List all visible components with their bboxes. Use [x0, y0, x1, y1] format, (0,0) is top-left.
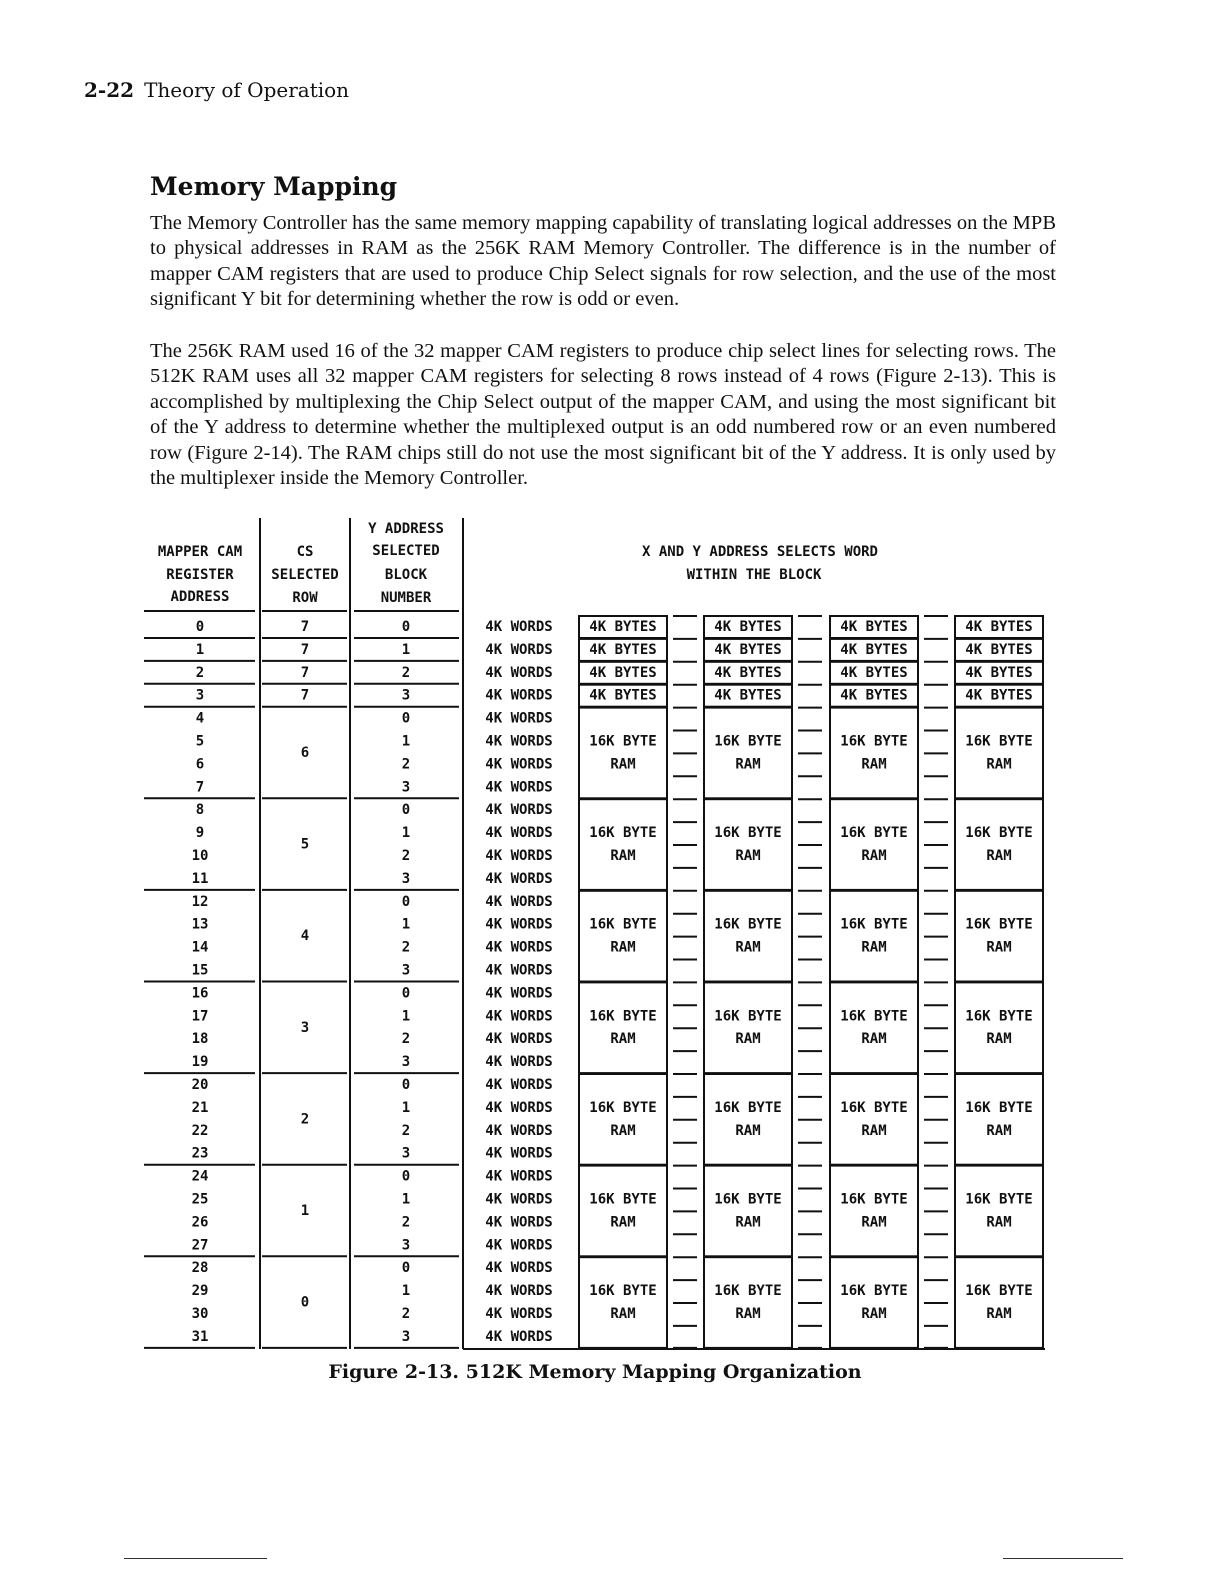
header-mapper-line1: MAPPER CAM — [157, 544, 243, 560]
ram-block-2-3 — [955, 891, 1043, 982]
ram-block-2-0 — [579, 891, 667, 982]
register-9: 9 — [195, 825, 205, 842]
ram-block-label-1-1: 16K BYTE — [714, 825, 782, 842]
ram-block-label-5-1: 16K BYTE — [714, 1191, 782, 1208]
ram-block-sub-3-3: RAM — [986, 1031, 1012, 1048]
ram-block-6-2 — [830, 1257, 918, 1348]
words-6: 4K WORDS — [485, 756, 553, 773]
ram-block-3-3 — [955, 982, 1043, 1073]
small-block-label-2-2: 4K BYTES — [840, 664, 908, 681]
cs-group-0: 0 — [300, 1294, 310, 1311]
ram-block-label-4-3: 16K BYTE — [965, 1099, 1033, 1116]
ram-block-label-5-0: 16K BYTE — [589, 1191, 657, 1208]
cs-row-0: 7 — [300, 619, 310, 635]
ram-block-sub-6-0: RAM — [610, 1306, 636, 1322]
block-4: 0 — [401, 710, 411, 727]
ram-block-label-2-3: 16K BYTE — [965, 916, 1033, 933]
header-xy-line2: WITHIN THE BLOCK — [686, 567, 822, 583]
register-21: 21 — [191, 1099, 209, 1116]
block-26: 2 — [401, 1214, 411, 1231]
block-row-0: 0 — [401, 619, 411, 635]
small-block-label-1-2: 4K BYTES — [840, 641, 908, 658]
paragraph-2: The 256K RAM used 16 of the 32 mapper CAM registers to produce chip select lines for selecting rows. The 512K RAM uses all 32 mapper CAM registers for selecting 8 rows instead of 4 rows (Figure 2-13). This is accomplished by multiplexing the Chip Select output of the mapper CAM, and using the most significant bit of the Y address to determine whether the multiplexed output is an odd numbered row or an even numbered row (Figure 2-14). The RAM chips still do not use the most significant bit of the Y address. It is only used by the multiplexer inside the Memory Controller. — [150, 340, 1056, 490]
words-18: 4K WORDS — [485, 1031, 553, 1048]
header-cs-line1: CS — [296, 544, 314, 560]
block-7: 3 — [401, 779, 411, 796]
ram-block-sub-4-3: RAM — [986, 1122, 1012, 1139]
ram-block-label-0-3: 16K BYTE — [965, 733, 1033, 750]
ram-block-sub-3-0: RAM — [610, 1031, 636, 1048]
ram-block-label-6-1: 16K BYTE — [714, 1283, 782, 1300]
ram-block-sub-0-0: RAM — [610, 756, 636, 773]
words-14: 4K WORDS — [485, 939, 553, 956]
register-30: 30 — [191, 1306, 209, 1322]
header-xy-line1: X AND Y ADDRESS SELECTS WORD — [641, 544, 879, 560]
words-24: 4K WORDS — [485, 1168, 553, 1185]
block-27: 3 — [401, 1237, 411, 1254]
register-8: 8 — [195, 802, 205, 819]
block-10: 2 — [401, 848, 411, 864]
block-12: 0 — [401, 893, 411, 910]
ram-block-6-3 — [955, 1257, 1043, 1348]
cs-group-1: 1 — [300, 1202, 310, 1219]
block-row-3: 3 — [401, 687, 411, 704]
ram-block-sub-6-1: RAM — [735, 1306, 761, 1322]
ram-block-sub-6-2: RAM — [861, 1306, 887, 1322]
ram-block-0-0 — [579, 708, 667, 799]
words-8: 4K WORDS — [485, 802, 553, 819]
words-4: 4K WORDS — [485, 710, 553, 727]
words-22: 4K WORDS — [485, 1122, 553, 1139]
words-2: 4K WORDS — [485, 664, 553, 681]
cs-group-4: 4 — [300, 928, 310, 945]
register-31: 31 — [191, 1328, 209, 1345]
register-28: 28 — [191, 1260, 209, 1277]
ram-block-sub-4-1: RAM — [735, 1122, 761, 1139]
words-1: 4K WORDS — [485, 641, 553, 658]
register-2: 2 — [195, 664, 205, 681]
words-19: 4K WORDS — [485, 1054, 553, 1071]
block-19: 3 — [401, 1054, 411, 1071]
words-27: 4K WORDS — [485, 1237, 553, 1254]
words-25: 4K WORDS — [485, 1191, 553, 1208]
ram-block-label-4-1: 16K BYTE — [714, 1099, 782, 1116]
block-23: 3 — [401, 1145, 411, 1162]
small-block-label-0-1: 4K BYTES — [714, 619, 782, 635]
ram-block-4-0 — [579, 1074, 667, 1165]
cs-row-3: 7 — [300, 687, 310, 704]
register-22: 22 — [191, 1122, 209, 1139]
small-block-label-0-0: 4K BYTES — [589, 619, 657, 635]
words-7: 4K WORDS — [485, 779, 553, 796]
register-20: 20 — [191, 1077, 209, 1093]
register-0: 0 — [195, 619, 205, 635]
ram-block-sub-2-3: RAM — [986, 939, 1012, 956]
cs-row-2: 7 — [300, 664, 310, 681]
ram-block-0-3 — [955, 708, 1043, 799]
cs-group-6: 6 — [300, 744, 310, 761]
register-7: 7 — [195, 779, 205, 796]
ram-block-label-0-1: 16K BYTE — [714, 733, 782, 750]
ram-block-sub-5-3: RAM — [986, 1214, 1012, 1231]
header-cs-line2: SELECTED — [271, 567, 339, 583]
block-15: 3 — [401, 962, 411, 979]
words-28: 4K WORDS — [485, 1260, 553, 1277]
figure-caption: Figure 2-13. 512K Memory Mapping Organization — [328, 1361, 862, 1383]
ram-block-sub-4-2: RAM — [861, 1122, 887, 1139]
words-11: 4K WORDS — [485, 870, 553, 887]
page-title: Memory Mapping — [150, 172, 398, 201]
cs-group-2: 2 — [300, 1111, 310, 1128]
register-1: 1 — [195, 641, 205, 658]
words-13: 4K WORDS — [485, 916, 553, 933]
header-yaddr-line4: NUMBER — [380, 590, 432, 606]
register-10: 10 — [191, 848, 209, 864]
ram-block-label-3-3: 16K BYTE — [965, 1008, 1033, 1025]
ram-block-2-2 — [830, 891, 918, 982]
header-mapper-line2: REGISTER — [166, 567, 234, 583]
ram-block-label-6-3: 16K BYTE — [965, 1283, 1033, 1300]
ram-block-label-2-1: 16K BYTE — [714, 916, 782, 933]
register-18: 18 — [191, 1031, 209, 1048]
words-0: 4K WORDS — [485, 619, 553, 635]
ram-block-4-2 — [830, 1074, 918, 1165]
small-block-label-3-2: 4K BYTES — [840, 687, 908, 704]
header-yaddr-line1: Y ADDRESS — [368, 521, 444, 537]
words-21: 4K WORDS — [485, 1099, 553, 1116]
ram-block-2-1 — [704, 891, 792, 982]
register-17: 17 — [191, 1008, 209, 1025]
ram-block-5-1 — [704, 1166, 792, 1257]
ram-block-label-2-2: 16K BYTE — [840, 916, 908, 933]
ram-block-0-1 — [704, 708, 792, 799]
register-16: 16 — [191, 985, 209, 1002]
small-block-label-3-0: 4K BYTES — [589, 687, 657, 704]
small-block-label-1-1: 4K BYTES — [714, 641, 782, 658]
block-30: 2 — [401, 1306, 411, 1322]
block-22: 2 — [401, 1122, 411, 1139]
ram-block-0-2 — [830, 708, 918, 799]
small-block-label-2-3: 4K BYTES — [965, 664, 1033, 681]
register-11: 11 — [191, 870, 209, 887]
page-number: 2-22 — [84, 78, 135, 102]
ram-block-label-4-0: 16K BYTE — [589, 1099, 657, 1116]
ram-block-1-0 — [579, 799, 667, 890]
register-13: 13 — [191, 916, 209, 933]
ram-block-1-3 — [955, 799, 1043, 890]
footer-rule-left — [124, 1558, 267, 1559]
ram-block-4-1 — [704, 1074, 792, 1165]
ram-block-3-1 — [704, 982, 792, 1073]
block-6: 2 — [401, 756, 411, 773]
ram-block-label-3-2: 16K BYTE — [840, 1008, 908, 1025]
words-9: 4K WORDS — [485, 825, 553, 842]
cs-group-3: 3 — [300, 1019, 310, 1036]
ram-block-sub-6-3: RAM — [986, 1306, 1012, 1322]
block-8: 0 — [401, 802, 411, 819]
block-5: 1 — [401, 733, 411, 750]
ram-block-label-1-3: 16K BYTE — [965, 825, 1033, 842]
ram-block-label-0-0: 16K BYTE — [589, 733, 657, 750]
words-5: 4K WORDS — [485, 733, 553, 750]
register-26: 26 — [191, 1214, 209, 1231]
block-row-2: 2 — [401, 664, 411, 681]
register-15: 15 — [191, 962, 209, 979]
paragraph-1: The Memory Controller has the same memory mapping capability of translating logical addresses on the MPB to physical addresses in RAM as the 256K RAM Memory Controller. The difference is in the number of mapper CAM registers that are used to produce Chip Select signals for row selection, and the use of the most significant Y bit for determining whether the row is odd or even. — [150, 212, 1056, 311]
ram-block-label-1-2: 16K BYTE — [840, 825, 908, 842]
block-17: 1 — [401, 1008, 411, 1025]
words-31: 4K WORDS — [485, 1328, 553, 1345]
ram-block-sub-2-0: RAM — [610, 939, 636, 956]
header-yaddr-line2: SELECTED — [372, 543, 440, 559]
ram-block-label-6-0: 16K BYTE — [589, 1283, 657, 1300]
register-3: 3 — [195, 687, 205, 704]
ram-block-sub-1-1: RAM — [735, 848, 761, 864]
small-block-label-0-2: 4K BYTES — [840, 619, 908, 635]
register-19: 19 — [191, 1054, 209, 1071]
register-14: 14 — [191, 939, 209, 956]
words-26: 4K WORDS — [485, 1214, 553, 1231]
words-30: 4K WORDS — [485, 1306, 553, 1322]
ram-block-sub-0-1: RAM — [735, 756, 761, 773]
header-mapper-line3: ADDRESS — [170, 589, 230, 605]
register-5: 5 — [195, 733, 205, 750]
small-block-label-3-3: 4K BYTES — [965, 687, 1033, 704]
ram-block-sub-1-0: RAM — [610, 848, 636, 864]
ram-block-5-3 — [955, 1166, 1043, 1257]
footer-rule-right — [1003, 1558, 1123, 1559]
ram-block-sub-4-0: RAM — [610, 1122, 636, 1139]
register-24: 24 — [191, 1168, 209, 1185]
small-block-label-1-3: 4K BYTES — [965, 641, 1033, 658]
block-11: 3 — [401, 870, 411, 887]
small-block-label-0-3: 4K BYTES — [965, 619, 1033, 635]
ram-block-sub-3-1: RAM — [735, 1031, 761, 1048]
ram-block-sub-1-3: RAM — [986, 848, 1012, 864]
ram-block-label-6-2: 16K BYTE — [840, 1283, 908, 1300]
ram-block-sub-5-2: RAM — [861, 1214, 887, 1231]
small-block-label-3-1: 4K BYTES — [714, 687, 782, 704]
ram-block-6-1 — [704, 1257, 792, 1348]
ram-block-5-0 — [579, 1166, 667, 1257]
ram-block-sub-0-3: RAM — [986, 756, 1012, 773]
words-12: 4K WORDS — [485, 893, 553, 910]
block-14: 2 — [401, 939, 411, 956]
ram-block-label-1-0: 16K BYTE — [589, 825, 657, 842]
block-28: 0 — [401, 1260, 411, 1277]
block-16: 0 — [401, 985, 411, 1002]
ram-block-sub-5-0: RAM — [610, 1214, 636, 1231]
ram-block-label-0-2: 16K BYTE — [840, 733, 908, 750]
small-block-label-2-0: 4K BYTES — [589, 664, 657, 681]
words-20: 4K WORDS — [485, 1077, 553, 1093]
block-18: 2 — [401, 1031, 411, 1048]
block-21: 1 — [401, 1099, 411, 1116]
ram-block-sub-3-2: RAM — [861, 1031, 887, 1048]
ram-block-sub-5-1: RAM — [735, 1214, 761, 1231]
ram-block-3-2 — [830, 982, 918, 1073]
words-16: 4K WORDS — [485, 985, 553, 1002]
block-24: 0 — [401, 1168, 411, 1185]
block-20: 0 — [401, 1077, 411, 1093]
register-29: 29 — [191, 1283, 209, 1300]
words-10: 4K WORDS — [485, 848, 553, 864]
ram-block-sub-2-1: RAM — [735, 939, 761, 956]
cs-group-5: 5 — [300, 836, 310, 853]
register-6: 6 — [195, 756, 205, 773]
block-31: 3 — [401, 1328, 411, 1345]
small-block-label-1-0: 4K BYTES — [589, 641, 657, 658]
ram-block-6-0 — [579, 1257, 667, 1348]
block-9: 1 — [401, 825, 411, 842]
register-25: 25 — [191, 1191, 209, 1208]
words-29: 4K WORDS — [485, 1283, 553, 1300]
small-block-label-2-1: 4K BYTES — [714, 664, 782, 681]
words-23: 4K WORDS — [485, 1145, 553, 1162]
ram-block-4-3 — [955, 1074, 1043, 1165]
ram-block-5-2 — [830, 1166, 918, 1257]
words-17: 4K WORDS — [485, 1008, 553, 1025]
header-cs-line3: ROW — [292, 590, 318, 606]
ram-block-1-2 — [830, 799, 918, 890]
ram-block-label-5-2: 16K BYTE — [840, 1191, 908, 1208]
block-13: 1 — [401, 916, 411, 933]
register-4: 4 — [195, 710, 205, 727]
ram-block-label-3-0: 16K BYTE — [589, 1008, 657, 1025]
block-29: 1 — [401, 1283, 411, 1300]
block-row-1: 1 — [401, 641, 411, 658]
ram-block-3-0 — [579, 982, 667, 1073]
ram-block-sub-1-2: RAM — [861, 848, 887, 864]
register-27: 27 — [191, 1237, 209, 1254]
words-3: 4K WORDS — [485, 687, 553, 704]
ram-block-sub-0-2: RAM — [861, 756, 887, 773]
ram-block-label-4-2: 16K BYTE — [840, 1099, 908, 1116]
block-25: 1 — [401, 1191, 411, 1208]
cs-row-1: 7 — [300, 641, 310, 658]
section-title: Theory of Operation — [144, 78, 350, 102]
register-23: 23 — [191, 1145, 209, 1162]
words-15: 4K WORDS — [485, 962, 553, 979]
ram-block-label-3-1: 16K BYTE — [714, 1008, 782, 1025]
ram-block-label-5-3: 16K BYTE — [965, 1191, 1033, 1208]
ram-block-1-1 — [704, 799, 792, 890]
header-yaddr-line3: BLOCK — [384, 567, 428, 583]
ram-block-label-2-0: 16K BYTE — [589, 916, 657, 933]
register-12: 12 — [191, 893, 209, 910]
ram-block-sub-2-2: RAM — [861, 939, 887, 956]
